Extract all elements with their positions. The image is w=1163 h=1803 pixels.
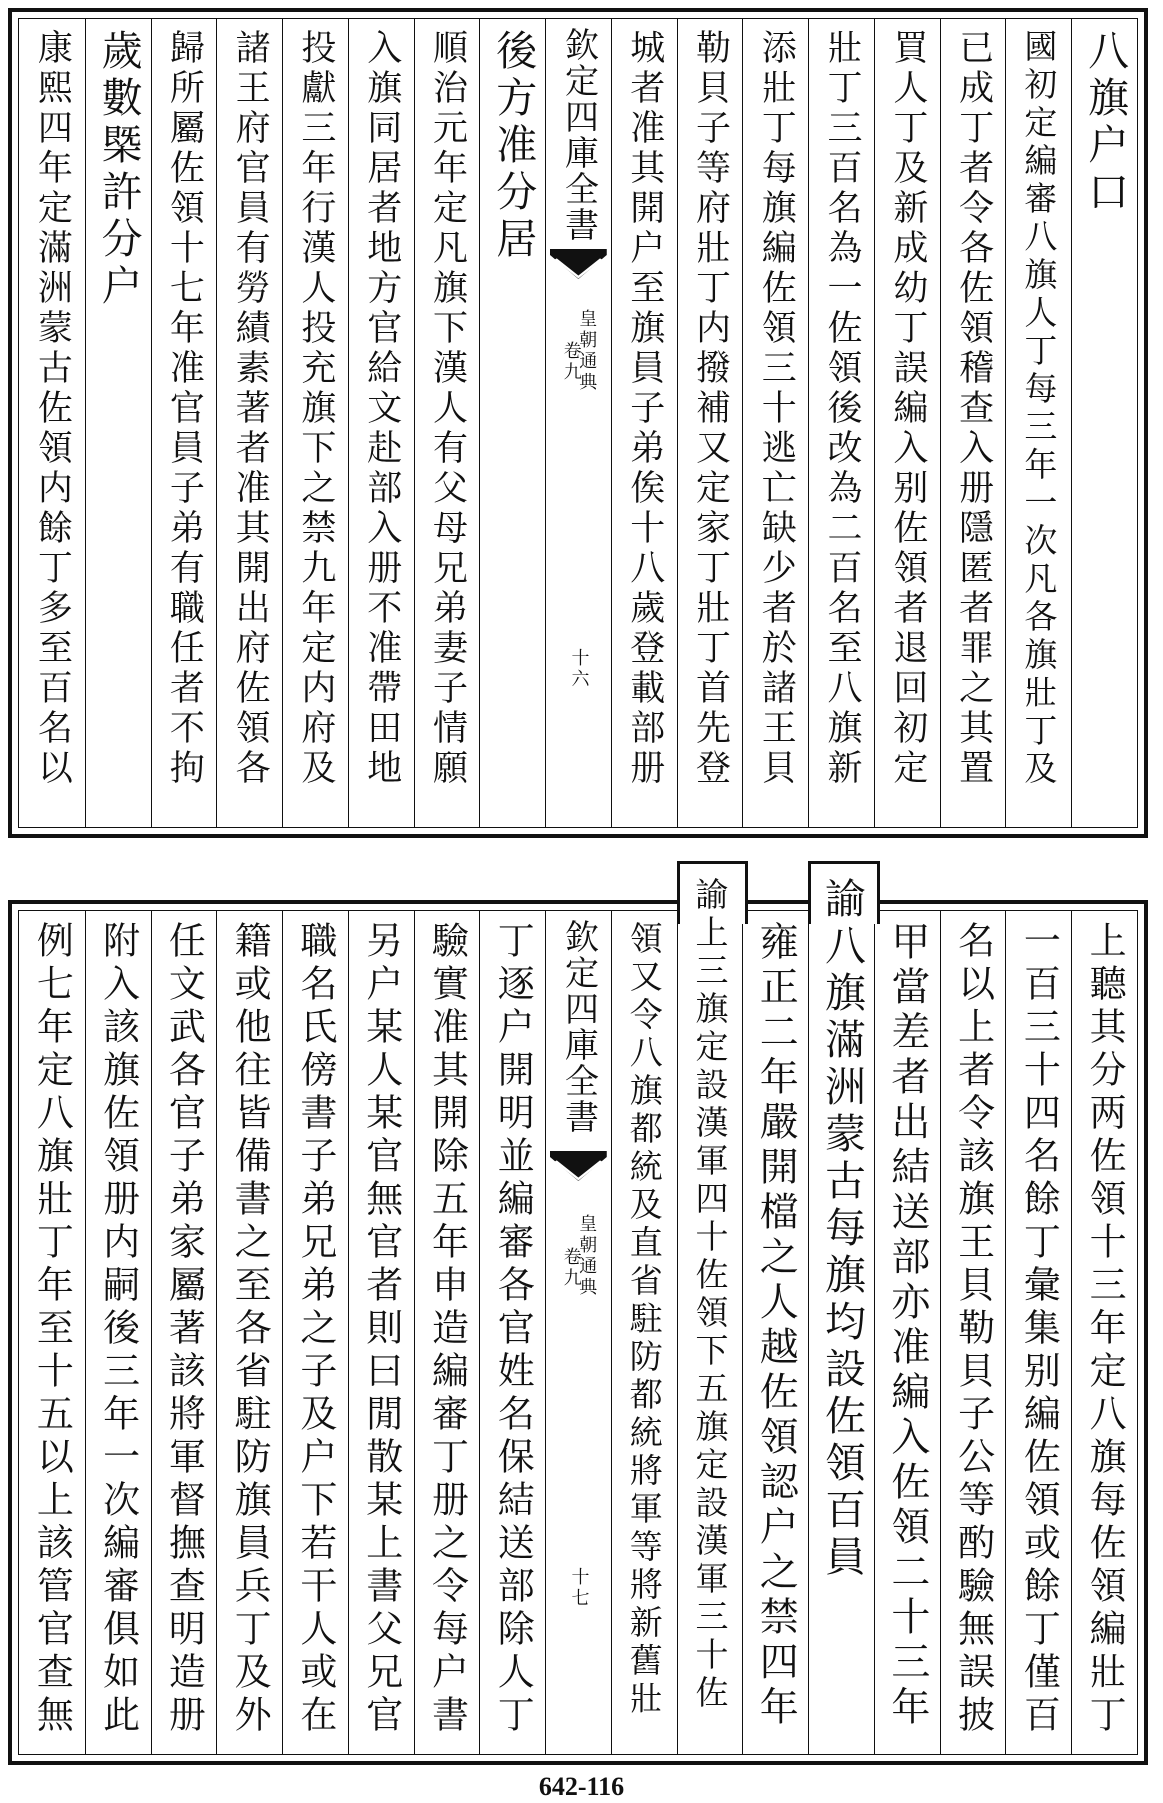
- text-column: [216, 911, 282, 1754]
- text-column: [479, 19, 545, 827]
- column-text: 上聽其分两佐領十三年定八旗每佐領編壯丁: [1083, 921, 1127, 1738]
- center-fold-column: [545, 911, 611, 1754]
- volume-label: 卷九: [560, 341, 582, 384]
- column-text: 買人丁及新成幼丁誤編入别佐領者退回初定: [887, 29, 928, 789]
- book-name: 皇朝通典: [576, 1213, 598, 1298]
- page-number: 642-116: [538, 1772, 625, 1801]
- column-text: 壯丁三百名為一佐領後改為二百名至八旗新: [822, 29, 863, 789]
- column-text: 勒貝子等府壯丁内撥補又定家丁壯丁首先登: [690, 29, 731, 789]
- column-text: 職名氏傍書子弟兄弟之子及户下若干人或在: [293, 921, 337, 1738]
- column-text: 順治元年定凡旗下漢人有父母兄弟妻子情願: [427, 29, 468, 789]
- text-column: [874, 19, 940, 827]
- column-text: 甲當差者出結送部亦准編入佐領二十三年: [884, 921, 930, 1731]
- text-column: [940, 19, 1006, 827]
- column-text: 歸所屬佐領十七年准官員子弟有職任者不拘: [164, 29, 205, 789]
- column-text: 康熙四年定滿洲蒙古佐領内餘丁多至百名以: [32, 29, 73, 789]
- text-column: [282, 911, 348, 1754]
- column-text: 任文武各官子弟家屬著該將軍督撫查明造册: [162, 921, 206, 1738]
- column-text: 後方准分居: [489, 29, 538, 264]
- column-text: 國初定編審八旗人丁每三年一次凡各旗壯丁及: [1019, 29, 1059, 789]
- text-column: [742, 911, 808, 1754]
- text-column: [216, 19, 282, 827]
- leaf-number: 十六: [568, 647, 590, 690]
- text-column: [677, 19, 743, 827]
- text-column: [348, 911, 414, 1754]
- fishtail-mark-icon: [550, 249, 607, 285]
- column-text: 籍或他往皆備書之至各省駐防旗員兵丁及外: [228, 921, 272, 1738]
- column-text: 另户某人某官無官者則曰閒散某上書父兄官: [359, 921, 403, 1738]
- column-text: 名以上者令該旗王貝勒貝子公等酌驗無誤披: [951, 921, 995, 1738]
- column-text: 一百三十四名餘丁彙集别編佐領或餘丁僅百: [1017, 921, 1061, 1738]
- column-text: 城者准其開户至旗員子弟俟十八歲登載部册: [624, 29, 665, 789]
- column-text: 投獻三年行漢人投充旗下之禁九年定内府及: [295, 29, 336, 789]
- column-text: 例七年定八旗壯丁年至十五以上該管官查無: [30, 921, 74, 1738]
- text-column: [1071, 19, 1137, 827]
- text-column: [414, 19, 480, 827]
- text-column: [808, 877, 874, 1754]
- bottom-page-frame: [18, 877, 1138, 1755]
- text-column: [1005, 19, 1071, 827]
- book-series-title: 欽定四庫全書: [558, 27, 599, 243]
- text-column: [348, 19, 414, 827]
- book-name: 皇朝通典: [576, 309, 598, 394]
- text-column: [85, 911, 151, 1754]
- bottom-page: [8, 877, 1148, 1765]
- top-page: [8, 8, 1148, 838]
- text-column: [1071, 911, 1137, 1754]
- text-column: [611, 19, 677, 827]
- volume-label: 卷九: [560, 1247, 582, 1290]
- text-column: [151, 19, 217, 827]
- text-column: [1005, 911, 1071, 1754]
- column-text: 驗實准其開除五年申造編審丁册之令每户書: [425, 921, 469, 1738]
- text-column: [414, 911, 480, 1754]
- text-column: [151, 911, 217, 1754]
- column-text: 雍正二年嚴開檔之人越佐領認户之禁四年: [753, 921, 799, 1731]
- text-column: [874, 911, 940, 1754]
- text-column: [19, 19, 85, 827]
- fishtail-mark-icon: [550, 1151, 607, 1187]
- text-column: [479, 911, 545, 1754]
- column-text: 添壯丁每旗編佐領三十逃亡缺少者於諸王貝: [756, 29, 797, 789]
- column-text: 領又令八旗都統及直省駐防都統將軍等將新舊壯: [624, 921, 664, 1719]
- text-column: [282, 19, 348, 827]
- text-column: [742, 19, 808, 827]
- column-text: 已成丁者令各佐領稽查入册隱匿者罪之其置: [953, 29, 994, 789]
- text-column: [19, 911, 85, 1754]
- center-fold-column: [545, 19, 611, 827]
- book-series-title: 欽定四庫全書: [558, 919, 599, 1135]
- imperial-edict-column-text: 諭上三旗定設漢軍四十佐領下五旗定設漢軍三十佐: [690, 877, 730, 1713]
- column-text: 附入該旗佐領册内嗣後三年一次編審俱如此: [96, 921, 140, 1738]
- text-column: [808, 19, 874, 827]
- text-column: [677, 877, 743, 1754]
- column-text: 丁逐户開明並編審各官姓名保結送部除人丁: [491, 921, 535, 1738]
- text-column: [940, 911, 1006, 1754]
- top-page-frame: [18, 18, 1138, 828]
- text-column: [611, 911, 677, 1754]
- column-text: 八旗户口: [1081, 29, 1130, 217]
- column-text: 諸王府官員有勞績素著者准其開出府佐領各: [230, 29, 271, 789]
- text-column: [85, 19, 151, 827]
- column-text: 入旗同居者地方官給文赴部入册不准帶田地: [361, 29, 402, 789]
- leaf-number: 十七: [568, 1566, 590, 1609]
- imperial-edict-column-text: 諭八旗滿洲蒙古每旗均設佐領百員: [818, 877, 867, 1582]
- column-text: 歲數槩許分户: [94, 29, 143, 311]
